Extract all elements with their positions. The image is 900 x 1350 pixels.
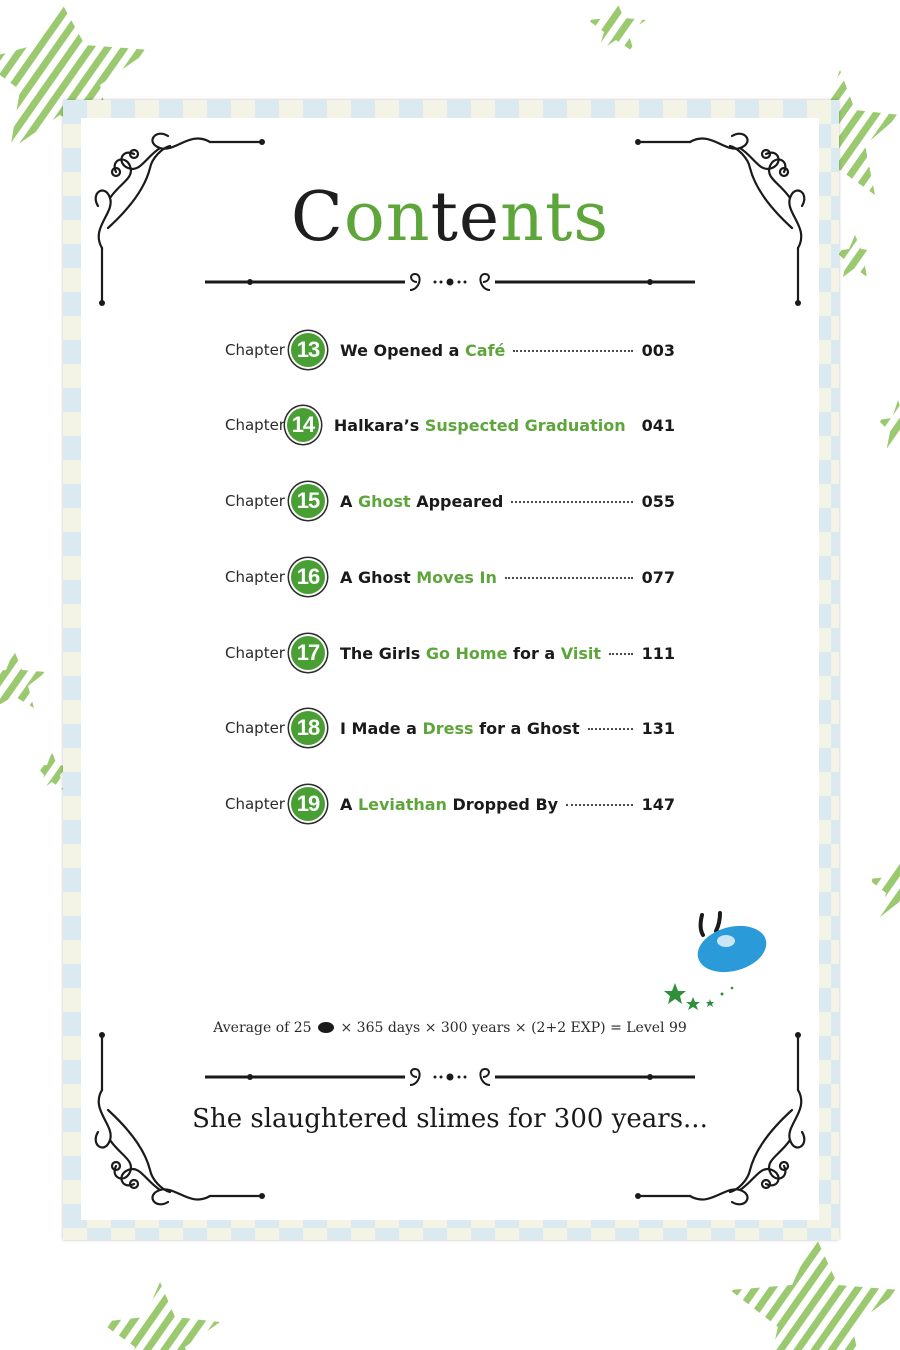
page-number: 003 <box>641 340 675 360</box>
chapter-number-badge: 14 <box>287 408 319 442</box>
title-letters-green: on <box>343 178 431 257</box>
formula-after: × 365 days × 300 years × (2+2 EXP) = Level 99 <box>340 1020 687 1036</box>
ornament-divider-bottom <box>205 1065 695 1089</box>
formula-caption <box>0 1020 900 1036</box>
ornament-divider-top <box>205 270 695 294</box>
chapter-title-highlight: Suspected Graduation <box>424 415 626 435</box>
decorative-star-top-mid <box>588 0 648 55</box>
chapter-title-text: for a Ghost <box>473 718 580 738</box>
chapter-title-highlight: Dress <box>422 718 474 738</box>
chapter-title-text: for a <box>507 643 561 663</box>
decorative-star-right-mid <box>878 400 900 455</box>
title-letter: C <box>290 178 344 257</box>
chapter-title <box>340 795 558 814</box>
toc-entry[interactable] <box>225 405 675 445</box>
decorative-star-right-lower <box>872 855 900 920</box>
chapter-title-highlight: Leviathan <box>357 794 447 814</box>
chapter-title-text: A <box>340 491 358 511</box>
decorative-star-left-mid <box>0 650 48 710</box>
page-number: 077 <box>641 567 675 587</box>
chapter-label: Chapter <box>225 416 285 434</box>
chapter-title <box>334 416 626 435</box>
chapter-label: Chapter <box>225 644 285 662</box>
chapter-title-text: A <box>340 794 358 814</box>
page-number: 055 <box>641 491 675 511</box>
dot-leader <box>505 577 633 579</box>
chapter-title <box>340 719 580 738</box>
chapter-title-highlight: Go Home <box>425 643 508 663</box>
dot-leader <box>566 804 633 806</box>
title-letters: te <box>430 178 501 257</box>
chapter-title-text: I Made a <box>340 718 423 738</box>
chapter-title-text: Halkara’s <box>333 415 425 435</box>
chapter-title-highlight: Ghost <box>357 491 411 511</box>
chapter-number-badge: 17 <box>291 636 325 670</box>
chapter-title-text: Dropped By <box>446 794 559 814</box>
decorative-star-bottom-right <box>720 1235 900 1350</box>
chapter-title-highlight: Moves In <box>416 567 497 587</box>
dot-leader <box>511 501 633 503</box>
dot-leader <box>513 350 633 352</box>
chapter-number-badge: 18 <box>291 711 325 745</box>
title-letter-green: n <box>500 178 545 257</box>
dot-leader <box>588 728 633 730</box>
chapter-title <box>340 341 505 360</box>
slime-illustration <box>660 905 770 1015</box>
chapter-number-badge: 15 <box>291 484 325 518</box>
page-number: 111 <box>641 643 675 663</box>
toc-entry[interactable] <box>225 633 675 673</box>
chapter-title-text: A Ghost <box>340 567 417 587</box>
chapter-title-highlight: Café <box>465 340 506 360</box>
toc-entry[interactable] <box>225 481 675 521</box>
toc-entry[interactable] <box>225 557 675 597</box>
series-subtitle: She slaughtered slimes for 300 years... <box>192 1104 708 1134</box>
chapter-title <box>340 568 497 587</box>
title-letters-green: ts <box>544 178 610 257</box>
chapter-number-badge: 19 <box>291 787 325 821</box>
slime-silhouette-icon <box>318 1022 334 1033</box>
chapter-title-highlight: Visit <box>560 643 602 663</box>
chapter-label: Chapter <box>225 719 285 737</box>
toc-entry[interactable] <box>225 784 675 824</box>
chapter-title-text: We Opened a <box>340 340 466 360</box>
chapter-label: Chapter <box>225 568 285 586</box>
formula-before: Average of 25 <box>213 1020 312 1036</box>
chapter-label: Chapter <box>225 795 285 813</box>
chapter-title-text: Appeared <box>410 491 504 511</box>
chapter-number-badge: 16 <box>291 560 325 594</box>
chapter-number-badge: 13 <box>291 333 325 367</box>
chapter-title-text: The Girls <box>340 643 426 663</box>
chapter-title <box>340 492 503 511</box>
page-number: 131 <box>641 718 675 738</box>
toc-entry[interactable] <box>225 330 675 370</box>
chapter-label: Chapter <box>225 492 285 510</box>
page-number: 147 <box>641 794 675 814</box>
page-number: 041 <box>641 415 675 435</box>
dot-leader <box>609 653 633 655</box>
page-title <box>0 178 900 257</box>
toc-entry[interactable] <box>225 708 675 748</box>
chapter-label: Chapter <box>225 341 285 359</box>
chapter-title <box>340 644 601 663</box>
decorative-star-bottom-left <box>105 1282 225 1350</box>
